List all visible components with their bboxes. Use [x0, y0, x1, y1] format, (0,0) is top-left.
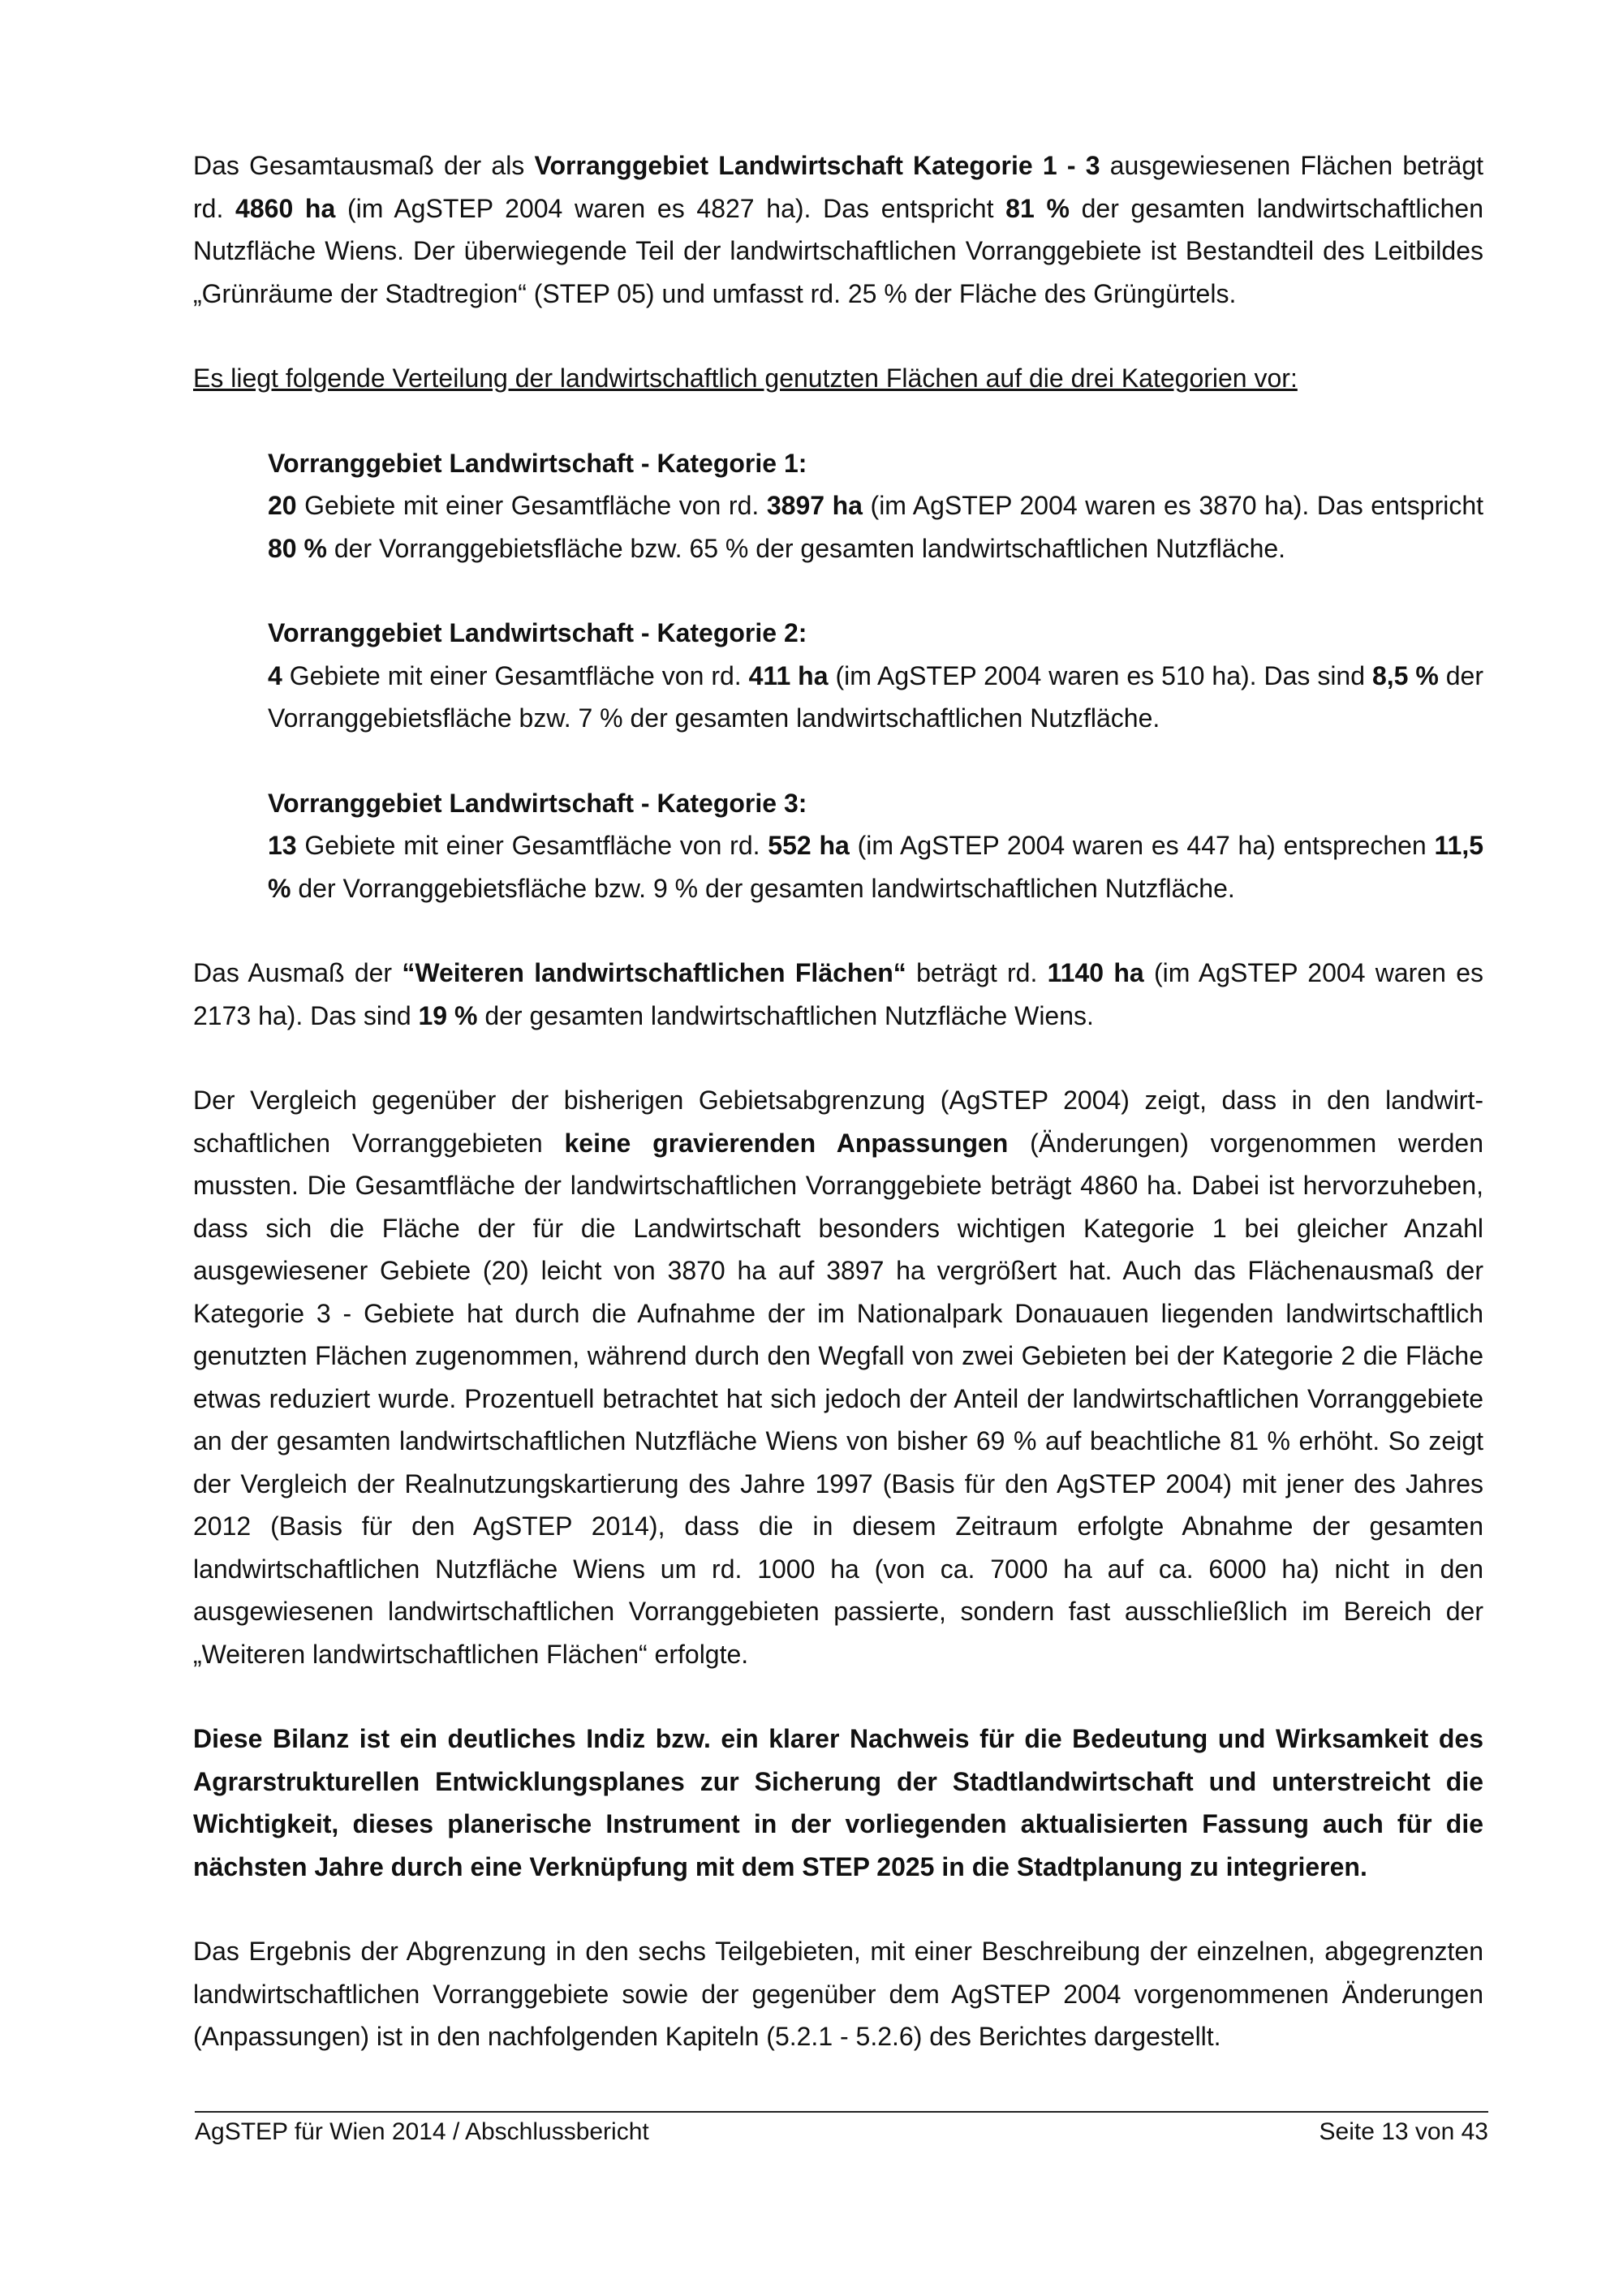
bold-run: 81 %: [1005, 193, 1070, 223]
text-run: beträgt rd.: [906, 958, 1048, 987]
underlined-intro: Es liegt folgende Verteilung der landwirtschaftlich genutzten Flächen auf die drei Kategorien vor:: [193, 363, 1298, 393]
paragraph-ergebnis: Das Ergebnis der Abgrenzung in den sechs Teilgebieten, mit einer Beschreibung der einzelnen, abgegrenzten landwirtschaftlichen Vorranggebiete sowie der gegenüber dem AgSTEP 2004 vorgenommenen Änderungen (Anpassungen) ist in den nachfolgenden Kapiteln (5.2.1 - 5.2.6) des Berichtes dargestellt.: [193, 1937, 1483, 2051]
text-run: Das Gesamtausmaß der als: [193, 151, 535, 180]
text-run: Gebiete mit einer Gesamtfläche von rd.: [282, 660, 749, 690]
category-1-heading: Vorranggebiet Landwirtschaft - Kategorie 1:: [268, 448, 807, 478]
bold-run: Vorranggebiet Landwirtschaft Kategorie 1 - 3: [534, 151, 1100, 180]
footer-page-number: Seite 13 von 43: [1319, 2118, 1488, 2145]
bold-run: 4860 ha: [235, 193, 336, 223]
category-1-block: [268, 442, 1483, 570]
text-run: Der Vergleich gegenüber der bisherigen Gebietsabgrenzung (AgSTEP 2004) zeigt, dass in den landwirtschaftlichen Vorranggebieten: [193, 1086, 1483, 1158]
paragraph-vergleich: [193, 1079, 1483, 1675]
page-body: [193, 144, 1483, 2058]
category-2-block: [268, 612, 1483, 740]
text-run: der Vorranggebietsfläche bzw. 7 % der gesamten landwirtschaftlichen Nutzfläche.: [268, 660, 1484, 733]
paragraph-weitere-flaechen: [193, 952, 1483, 1037]
text-run: ausgewiesenen Flächen beträgt rd.: [193, 151, 1484, 223]
paragraph-bilanz: [193, 1718, 1483, 1888]
category-3-text: [268, 824, 1483, 909]
bold-run: 4: [268, 660, 282, 690]
text-run: (im AgSTEP 2004 waren es 3870 ha). Das entspricht: [862, 491, 1484, 520]
bold-run: 11,5 %: [268, 831, 1484, 903]
category-2-heading: Vorranggebiet Landwirtschaft - Kategorie 2:: [268, 618, 807, 647]
text-run: Gebiete mit einer Gesamtfläche von rd.: [296, 831, 768, 860]
bold-run: keine gravierenden Anpassungen: [564, 1128, 1009, 1158]
footer-document-title: AgSTEP für Wien 2014 / Abschlussbericht: [195, 2118, 649, 2145]
text-run: (im AgSTEP 2004 waren es 510 ha). Das sind: [828, 660, 1372, 690]
bold-run: 80 %: [268, 533, 327, 563]
text-run: (im AgSTEP 2004 waren es 4827 ha). Das entspricht: [335, 193, 1006, 223]
text-run: Das Ausmaß der: [193, 958, 403, 987]
bold-paragraph: Diese Bilanz ist ein deutliches Indiz bzw. ein klarer Nachweis für die Bedeutung und Wirksamkeit des Agrarstrukturellen Entwicklungsplanes zur Sicherung der Stadtlandwirtschaft und unterstreicht die Wichtigkeit, dieses planerische Instrument in der vorliegenden aktualisierten Fassung auch für die nächsten Jahre durch eine Verknüpfung mit dem STEP 2025 in die Stadtplanung zu integrieren.: [193, 1724, 1483, 1881]
bold-run: 8,5 %: [1371, 660, 1439, 690]
page-footer: [195, 2116, 1488, 2148]
footer-divider: [195, 2111, 1488, 2113]
bold-run: 552 ha: [768, 831, 850, 860]
text-run: Gebiete mit einer Gesamtfläche von rd.: [296, 491, 767, 520]
category-3-block: [268, 782, 1483, 910]
text-run: der gesamten landwirtschaftlichen Nutzfläche Wiens. Der überwiegende Teil der landwirtschaftlichen Vorranggebiete ist Bestandteil des Leitbildes „Grünräume der Stadtregion“ (STEP 05) und umfasst rd. 25 % der Fläche des Grüngürtels.: [193, 193, 1484, 308]
bold-run: 13: [268, 831, 297, 860]
category-2-text: [268, 655, 1483, 740]
text-run: (im AgSTEP 2004 waren es 447 ha) entsprechen: [849, 831, 1435, 860]
paragraph-gesamtausmass: [193, 144, 1483, 315]
text-run: der Vorranggebietsfläche bzw. 9 % der gesamten landwirtschaftlichen Nutzfläche.: [291, 873, 1235, 903]
text-run: der gesamten landwirtschaftlichen Nutzfläche Wiens.: [477, 1000, 1094, 1030]
bold-run: 19 %: [418, 1000, 478, 1030]
paragraph-intro: [193, 357, 1483, 400]
category-3-heading: Vorranggebiet Landwirtschaft - Kategorie 3:: [268, 788, 807, 818]
text-run: der Vorranggebietsfläche bzw. 65 % der gesamten landwirtschaftlichen Nutzfläche.: [326, 533, 1286, 563]
bold-run: 3897 ha: [766, 491, 863, 520]
category-1-text: [268, 484, 1483, 570]
text-run: (im AgSTEP 2004 waren es 2173 ha). Das sind: [193, 958, 1484, 1030]
bold-run: 20: [268, 491, 297, 520]
bold-run: 411 ha: [748, 660, 829, 690]
bold-run: 1140 ha: [1047, 958, 1144, 987]
text-run: (Änderungen) vorgenommen werden mussten. Die Gesamtfläche der landwirtschaftlichen Vorranggebiete beträgt 4860 ha. Dabei ist hervorzuheben, dass sich die Fläche der für die Landwirtschaft besonders wichtigen Kategorie 1 bei gleicher Anzahl ausgewiesener Gebiete (20) leicht von 3870 ha auf 3897 ha vergrößert hat. Auch das Flächenausmaß der Kategorie 3 - Gebiete hat durch die Aufnahme der im Nationalpark Donauauen liegenden landwirtschaftlich genutzten Flächen zugenommen, während durch den Wegfall von zwei Gebieten bei der Kategorie 2 die Fläche etwas reduziert wurde. Prozentuell betrachtet hat sich jedoch der Anteil der landwirtschaftlichen Vorranggebiete an der gesamten landwirtschaftlichen Nutzfläche Wiens von bisher 69 % auf beachtliche 81 % erhöht. So zeigt der Vergleich der Realnutzungskartierung des Jahre 1997 (Basis für den AgSTEP 2004) mit jener des Jahres 2012 (Basis für den AgSTEP 2014), dass die in diesem Zeitraum erfolgte Abnahme der gesamten landwirtschaftlichen Nutzfläche Wiens um rd. 1000 ha (von ca. 7000 ha auf ca. 6000 ha) nicht in den ausgewiesenen landwirtschaftlichen Vorranggebieten passierte, sondern fast ausschließlich im Bereich der „Weiteren landwirtschaftlichen Flächen“ erfolgte.: [193, 1128, 1484, 1669]
bold-run: “Weiteren landwirtschaftlichen Flächen“: [402, 958, 906, 987]
